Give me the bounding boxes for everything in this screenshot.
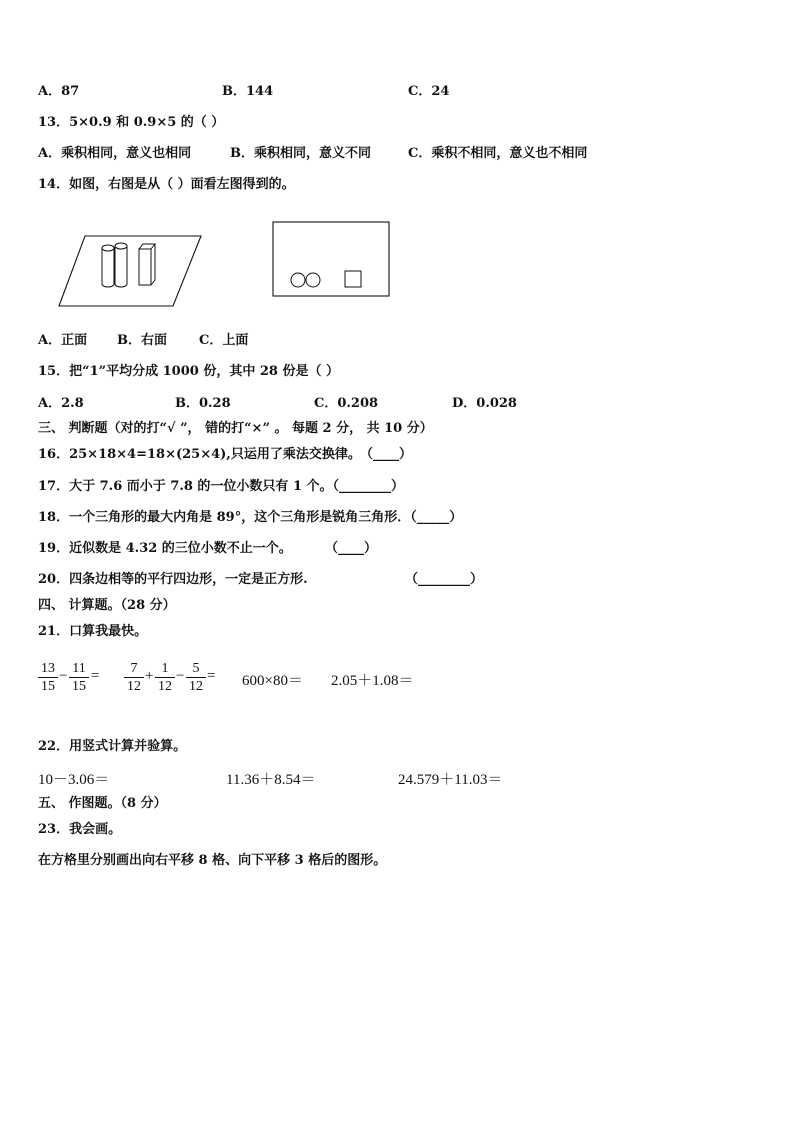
option-a: A．乘积相同，意义也相同 [38, 146, 192, 161]
option-c: C．上面 [199, 333, 249, 348]
plus-sign: + [145, 668, 154, 684]
solid-figure [55, 232, 205, 310]
option-a: A．正面 [38, 333, 88, 348]
question-16: 16．25×18×4=18×(25×4),只运用了乘法交换律。 [38, 447, 361, 462]
minus-sign: − [59, 668, 68, 684]
cuboid [139, 244, 155, 285]
question-19: 19．近似数是 4.32 的三位小数不止一个。 [38, 541, 292, 556]
section-5-title: 五、 作图题。（8 分） [38, 796, 167, 811]
fraction: $\frac{13}{15}$ [38, 660, 58, 695]
answer-blank: （____） [325, 541, 378, 556]
question-17: 17．大于 7.6 而小于 7.8 的一位小数只有 1 个。（________） [38, 479, 405, 494]
option-b: B．144 [222, 84, 274, 99]
question-22-stem: 22．用竖式计算并验算。 [38, 739, 187, 754]
option-a: A．2.8 [38, 396, 84, 411]
fraction: $\frac{11}{15}$ [69, 660, 89, 695]
view-figure [272, 221, 392, 299]
option-b: B．0.28 [175, 396, 231, 411]
question-15-stem: 15．把“1”平均分成 1000 份，其中 28 份是（ ） [38, 364, 339, 379]
fraction: $\frac{7}{12}$ [124, 660, 144, 695]
answer-blank: （________） [405, 572, 484, 587]
option-c: C．乘积不相同，意义也不相同 [408, 146, 588, 161]
question-14-stem: 14．如图，右图是从（ ）面看左图得到的。 [38, 177, 295, 192]
option-b: B．右面 [117, 333, 167, 348]
question-21-stem: 21．口算我最快。 [38, 624, 148, 639]
expression: 24.579＋11.03＝ [398, 772, 503, 788]
option-b: B．乘积相同，意义不同 [230, 146, 371, 161]
question-23-stem: 23．我会画。 [38, 822, 122, 837]
question-23-text: 在方格里分别画出向右平移 8 格、向下平移 3 格后的图形。 [38, 853, 387, 868]
section-4-title: 四、 计算题。（28 分） [38, 598, 176, 613]
fraction: $\frac{1}{12}$ [155, 660, 175, 695]
fraction: $\frac{5}{12}$ [186, 660, 206, 695]
expression: 2.05＋1.08＝ [331, 673, 414, 689]
cylinder-1 [102, 245, 114, 287]
expression: 10－3.06＝ [38, 772, 110, 788]
equals-sign: = [91, 668, 100, 684]
question-18: 18．一个三角形的最大内角是 89°，这个三角形是锐角三角形．（_____） [38, 510, 463, 525]
option-c: C．0.208 [314, 396, 379, 411]
expression: 11.36＋8.54＝ [226, 772, 316, 788]
equals-sign: = [207, 668, 216, 684]
option-c: C．24 [408, 84, 450, 99]
minus-sign: − [176, 668, 185, 684]
expression: 600×80＝ [242, 673, 303, 689]
answer-blank: （____） [360, 447, 413, 462]
section-3-title: 三、 判断题（对的打“√ ”， 错的打“×” 。 每题 2 分， 共 10 分） [38, 421, 433, 436]
option-a: A．87 [38, 84, 80, 99]
question-20: 20．四条边相等的平行四边形，一定是正方形. [38, 572, 308, 587]
cylinder-2 [115, 243, 127, 287]
option-d: D．0.028 [452, 396, 517, 411]
question-13-stem: 13．5×0.9 和 0.9×5 的（ ） [38, 115, 225, 130]
